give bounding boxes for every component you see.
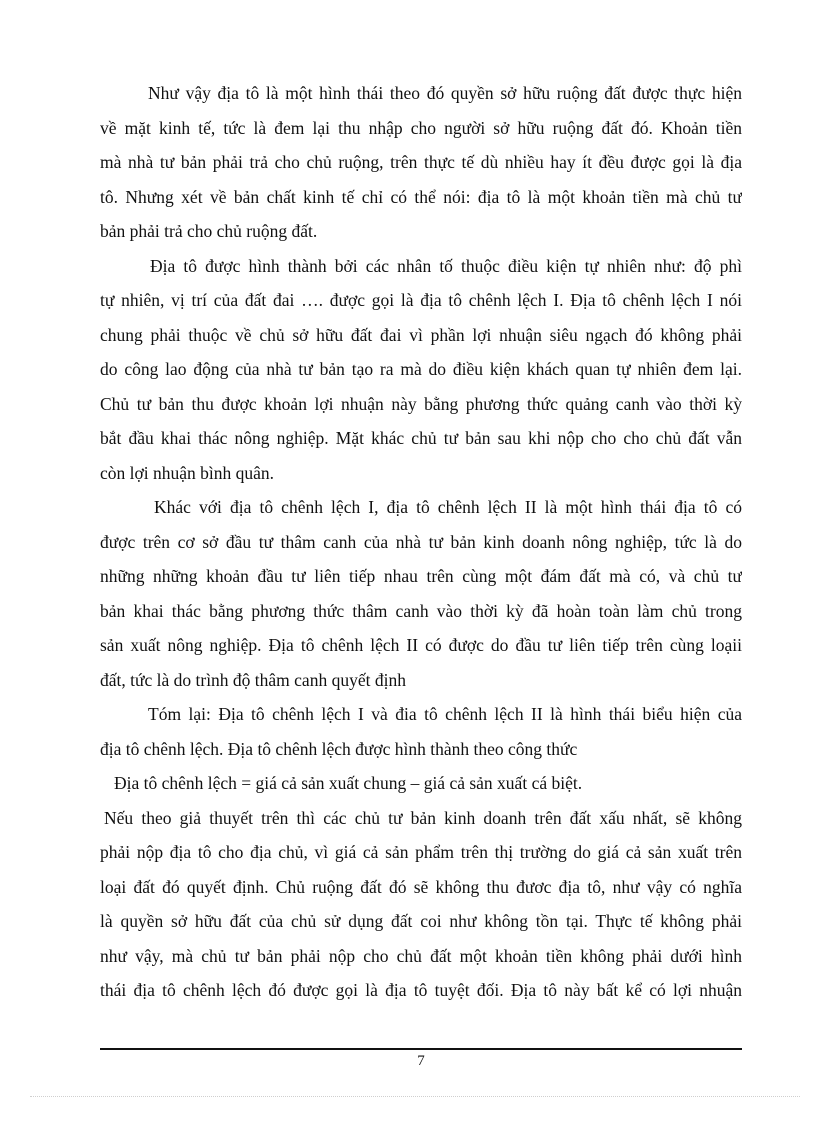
paragraph-3 [100, 490, 742, 697]
text-line: Địa tô chênh lệch = giá cả sản xuất chung – giá cả sản xuất cá biệt. [114, 773, 583, 793]
text-line: thái địa tô chênh lệch đó được gọi là địa tô tuyệt đối. Địa tô này bất kể có lợi nhuận [100, 980, 742, 1000]
text-line: loại đất đó quyết định. Chủ ruộng đất đó sẽ không thu đươc địa tô, như vậy có nghĩa [100, 876, 742, 897]
text-line: tô. Nhưng xét về bản chất kinh tế chỉ có thể nói: địa tô là một khoản tiền mà chủ tư [100, 186, 742, 207]
text-line: chung phải thuộc về chủ sở hữu đất đai vì phần lợi nhuận siêu ngạch đó không phải [100, 324, 742, 345]
text-line: những những khoản đầu tư liên tiếp nhau trên cùng một đám đất mà có, và chủ tư [100, 566, 742, 586]
page-body [100, 76, 742, 1008]
page-bottom-dotted-border [30, 1096, 800, 1097]
text-line: bắt đầu khai thác nông nghiệp. Mặt khác chủ tư bản sau khi nộp cho cho chủ đất vẫn [100, 428, 742, 448]
text-line: đất, tức là do trình độ thâm canh quyết định [100, 669, 406, 690]
paragraph-4 [100, 697, 742, 766]
text-line: là quyền sở hữu đất của chủ sử dụng đất coi như không tồn tại. Thực tế không phải [100, 911, 742, 931]
page-number: 7 [417, 1053, 425, 1069]
text-line: sản xuất nông nghiệp. Địa tô chênh lệch II có được do đầu tư liên tiếp trên cùng loạii [100, 635, 742, 655]
text-line: địa tô chênh lệch. Địa tô chênh lệch được hình thành theo công thức [100, 738, 578, 759]
footer-divider [100, 1048, 742, 1050]
text-line: bản khai thác bằng phương thức thâm canh vào thời kỳ đã hoàn toàn làm chủ trong [100, 600, 742, 621]
text-line: Khác với địa tô chênh lệch I, địa tô chênh lệch II là một hình thái địa tô có [154, 497, 742, 517]
paragraph-1 [100, 76, 742, 249]
text-line: được trên cơ sở đầu tư thâm canh của nhà tư bản kinh doanh nông nghiệp, tức là do [100, 531, 742, 552]
text-line: như vậy, mà chủ tư bản phải nộp cho chủ đất một khoản tiền không phải dưới hình [100, 945, 742, 966]
text-line: Tóm lại: Địa tô chênh lệch I và đia tô chênh lệch II là hình thái biểu hiện của [148, 704, 742, 724]
text-line: Chủ tư bản thu được khoản lợi nhuận này bằng phương thức quảng canh vào thời kỳ [100, 393, 742, 414]
text-line: bản phải trả cho chủ ruộng đất. [100, 221, 318, 241]
text-line: phải nộp địa tô cho địa chủ, vì giá cả sản phẩm trên thị trường do giá cả sản xuất trên [100, 842, 742, 862]
formula-line [100, 766, 742, 801]
text-line: Địa tô được hình thành bởi các nhân tố thuộc điều kiện tự nhiên như: độ phì [150, 255, 742, 276]
text-line: tự nhiên, vị trí của đất đai …. được gọi là địa tô chênh lệch I. Địa tô chênh lệch I nói [100, 290, 742, 310]
text-line: còn lợi nhuận bình quân. [100, 462, 275, 483]
text-line: do công lao động của nhà tư bản tạo ra mà do điều kiện khách quan tự nhiên đem lại. [100, 359, 742, 379]
text-line: mà nhà tư bản phải trả cho chủ ruộng, trên thực tế dù nhiều hay ít đều được gọi là địa [100, 152, 742, 172]
paragraph-5 [100, 801, 742, 1008]
text-line: Như vậy địa tô là một hình thái theo đó quyền sở hữu ruộng đất được thực hiện [148, 83, 742, 103]
text-line: về mặt kinh tế, tức là đem lại thu nhập cho người sở hữu ruộng đất đó. Khoản tiền [100, 117, 742, 138]
text-line: Nếu theo giả thuyết trên thì các chủ tư bản kinh doanh trên đất xấu nhất, sẽ không [104, 807, 742, 828]
paragraph-2 [100, 249, 742, 491]
